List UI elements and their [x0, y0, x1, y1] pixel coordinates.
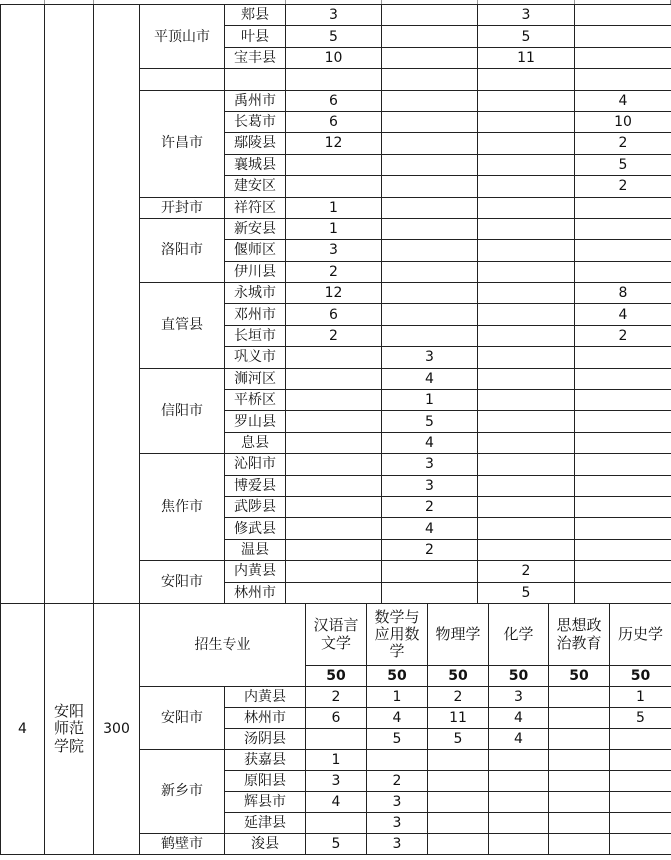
quota-cell	[286, 475, 382, 496]
quota-cell	[382, 304, 478, 325]
quota-cell	[478, 325, 575, 346]
major-quota: 50	[610, 666, 671, 687]
county-cell: 禹州市	[225, 90, 286, 111]
quota-cell: 10	[286, 47, 382, 68]
county-cell: 建安区	[225, 176, 286, 197]
city-cell: 洛阳市	[140, 218, 225, 282]
quota-cell: 1	[306, 750, 367, 771]
quota-cell: 3	[306, 771, 367, 792]
quota-cell	[575, 539, 671, 560]
quota-cell	[478, 475, 575, 496]
quota-cell	[489, 813, 549, 834]
quota-cell	[549, 708, 610, 729]
quota-cell	[286, 390, 382, 411]
county-cell: 博爱县	[225, 475, 286, 496]
quota-cell	[286, 154, 382, 175]
quota-cell: 12	[286, 133, 382, 154]
quota-cell	[382, 47, 478, 68]
quota-cell	[478, 539, 575, 560]
quota-cell: 6	[286, 111, 382, 132]
quota-cell	[286, 539, 382, 560]
quota-cell	[286, 69, 382, 90]
quota-cell: 1	[610, 687, 671, 708]
quota-cell: 5	[367, 729, 428, 750]
quota-cell	[549, 750, 610, 771]
quota-cell: 4	[382, 432, 478, 453]
quota-cell	[286, 368, 382, 389]
quota-cell	[367, 750, 428, 771]
quota-cell	[575, 261, 671, 282]
quota-cell: 2	[382, 539, 478, 560]
quota-cell	[478, 218, 575, 239]
quota-cell	[575, 561, 671, 582]
county-cell: 巩义市	[225, 347, 286, 368]
quota-cell	[575, 47, 671, 68]
quota-cell	[610, 750, 671, 771]
major-quota: 50	[549, 666, 610, 687]
quota-cell: 3	[286, 5, 382, 26]
quota-cell	[428, 813, 489, 834]
total-cell-continued	[94, 5, 140, 604]
quota-cell	[428, 792, 489, 813]
school-cell-continued	[45, 5, 94, 604]
quota-cell	[575, 69, 671, 90]
quota-cell	[286, 561, 382, 582]
quota-cell: 4	[575, 90, 671, 111]
quota-cell: 5	[428, 729, 489, 750]
quota-cell	[610, 834, 671, 855]
quota-cell: 3	[382, 347, 478, 368]
index-cell: 4	[1, 604, 45, 855]
quota-cell: 11	[428, 708, 489, 729]
quota-cell: 2	[382, 496, 478, 517]
quota-cell	[382, 261, 478, 282]
quota-cell	[575, 368, 671, 389]
county-cell: 温县	[225, 539, 286, 560]
quota-cell: 2	[575, 133, 671, 154]
quota-cell	[478, 518, 575, 539]
quota-cell	[610, 792, 671, 813]
quota-cell: 1	[286, 197, 382, 218]
quota-cell	[382, 133, 478, 154]
quota-cell	[286, 432, 382, 453]
quota-cell	[478, 496, 575, 517]
county-cell: 浚县	[225, 834, 306, 855]
quota-cell: 4	[367, 708, 428, 729]
county-cell: 汤阴县	[225, 729, 306, 750]
quota-cell: 5	[575, 154, 671, 175]
quota-cell	[575, 518, 671, 539]
quota-cell	[575, 390, 671, 411]
quota-cell: 2	[306, 687, 367, 708]
quota-cell: 5	[610, 708, 671, 729]
quota-cell	[382, 69, 478, 90]
quota-cell: 8	[575, 283, 671, 304]
quota-cell	[286, 454, 382, 475]
quota-cell: 2	[575, 325, 671, 346]
quota-cell	[478, 240, 575, 261]
county-cell: 延津县	[225, 813, 306, 834]
quota-cell	[610, 729, 671, 750]
quota-cell	[575, 496, 671, 517]
quota-cell	[478, 283, 575, 304]
quota-cell	[478, 176, 575, 197]
city-cell: 焦作市	[140, 454, 225, 561]
quota-cell	[575, 475, 671, 496]
quota-cell	[382, 325, 478, 346]
quota-cell	[575, 347, 671, 368]
major-quota: 50	[489, 666, 549, 687]
county-cell: 修武县	[225, 518, 286, 539]
quota-cell	[575, 240, 671, 261]
quota-cell: 3	[478, 5, 575, 26]
major-header: 数学与应用数学	[367, 604, 428, 666]
county-cell: 祥符区	[225, 197, 286, 218]
county-cell: 郏县	[225, 5, 286, 26]
quota-cell	[478, 368, 575, 389]
city-cell: 新乡市	[140, 750, 225, 834]
quota-cell	[286, 347, 382, 368]
county-cell: 息县	[225, 432, 286, 453]
quota-cell	[575, 26, 671, 47]
quota-cell	[286, 496, 382, 517]
quota-cell: 1	[382, 390, 478, 411]
major-header: 物理学	[428, 604, 489, 666]
quota-cell: 1	[286, 218, 382, 239]
quota-cell: 4	[306, 792, 367, 813]
county-cell: 偃师区	[225, 240, 286, 261]
quota-cell: 2	[286, 261, 382, 282]
admission-table-anyang-normal	[0, 603, 671, 855]
quota-cell: 10	[575, 111, 671, 132]
county-cell: 宝丰县	[225, 47, 286, 68]
county-cell: 永城市	[225, 283, 286, 304]
quota-cell	[428, 834, 489, 855]
quota-cell: 2	[286, 325, 382, 346]
quota-cell	[286, 411, 382, 432]
county-cell	[225, 69, 286, 90]
quota-cell	[382, 582, 478, 603]
quota-cell	[286, 582, 382, 603]
county-cell: 鄢陵县	[225, 133, 286, 154]
quota-cell	[382, 197, 478, 218]
county-cell: 获嘉县	[225, 750, 306, 771]
quota-cell: 12	[286, 283, 382, 304]
quota-cell	[382, 5, 478, 26]
quota-cell	[306, 813, 367, 834]
quota-cell	[306, 729, 367, 750]
table-row	[1, 5, 671, 26]
quota-cell	[382, 283, 478, 304]
county-cell: 长垣市	[225, 325, 286, 346]
quota-cell	[575, 454, 671, 475]
county-cell: 内黄县	[225, 561, 286, 582]
major-quota: 50	[428, 666, 489, 687]
quota-cell	[382, 90, 478, 111]
major-header: 化学	[489, 604, 549, 666]
quota-cell	[478, 154, 575, 175]
quota-cell	[575, 432, 671, 453]
quota-cell	[382, 218, 478, 239]
quota-cell	[382, 111, 478, 132]
quota-cell: 4	[575, 304, 671, 325]
quota-cell	[478, 261, 575, 282]
county-cell: 罗山县	[225, 411, 286, 432]
quota-cell: 1	[367, 687, 428, 708]
county-cell: 内黄县	[225, 687, 306, 708]
quota-cell: 11	[478, 47, 575, 68]
quota-cell: 2	[575, 176, 671, 197]
quota-cell	[549, 729, 610, 750]
quota-cell: 6	[286, 304, 382, 325]
quota-cell	[489, 834, 549, 855]
quota-cell: 3	[382, 454, 478, 475]
quota-cell: 5	[306, 834, 367, 855]
major-header: 思想政治教育	[549, 604, 610, 666]
header-row	[1, 604, 671, 666]
quota-cell: 3	[286, 240, 382, 261]
quota-cell	[610, 771, 671, 792]
city-cell: 安阳市	[140, 561, 225, 604]
quota-cell	[382, 26, 478, 47]
quota-cell: 3	[382, 475, 478, 496]
quota-cell: 4	[382, 518, 478, 539]
quota-cell	[549, 834, 610, 855]
quota-cell: 2	[367, 771, 428, 792]
quota-cell	[478, 390, 575, 411]
quota-cell	[286, 518, 382, 539]
admission-table-continued	[0, 4, 671, 604]
city-cell: 开封市	[140, 197, 225, 218]
county-cell: 叶县	[225, 26, 286, 47]
quota-cell	[489, 771, 549, 792]
quota-cell	[428, 750, 489, 771]
county-cell: 平桥区	[225, 390, 286, 411]
quota-cell: 5	[478, 26, 575, 47]
quota-cell	[382, 176, 478, 197]
county-cell: 辉县市	[225, 792, 306, 813]
quota-cell	[549, 813, 610, 834]
county-cell: 原阳县	[225, 771, 306, 792]
quota-cell	[549, 792, 610, 813]
quota-cell: 5	[286, 26, 382, 47]
quota-cell	[575, 218, 671, 239]
quota-cell	[478, 197, 575, 218]
school-name-cell: 安阳师范学院	[45, 604, 94, 855]
quota-cell	[489, 792, 549, 813]
quota-cell: 5	[382, 411, 478, 432]
index-cell-continued	[1, 5, 45, 604]
quota-cell	[575, 5, 671, 26]
major-header: 汉语言文学	[306, 604, 367, 666]
quota-cell	[478, 90, 575, 111]
county-cell: 林州市	[225, 582, 286, 603]
majors-label-cell: 招生专业	[140, 604, 306, 687]
county-cell: 邓州市	[225, 304, 286, 325]
quota-cell	[478, 347, 575, 368]
quota-cell	[428, 771, 489, 792]
quota-cell: 6	[286, 90, 382, 111]
quota-cell	[610, 813, 671, 834]
county-cell: 新安县	[225, 218, 286, 239]
quota-cell	[478, 304, 575, 325]
city-cell: 许昌市	[140, 90, 225, 197]
city-cell: 安阳市	[140, 687, 225, 750]
quota-cell	[478, 454, 575, 475]
county-cell: 伊川县	[225, 261, 286, 282]
quota-cell	[575, 582, 671, 603]
county-cell: 沁阳市	[225, 454, 286, 475]
quota-cell	[478, 133, 575, 154]
county-cell: 浉河区	[225, 368, 286, 389]
quota-cell	[478, 432, 575, 453]
quota-cell: 5	[478, 582, 575, 603]
county-cell: 武陟县	[225, 496, 286, 517]
city-cell: 直管县	[140, 283, 225, 369]
quota-cell	[382, 561, 478, 582]
county-cell: 林州市	[225, 708, 306, 729]
quota-cell: 4	[382, 368, 478, 389]
quota-cell: 3	[367, 813, 428, 834]
city-cell: 平顶山市	[140, 5, 225, 69]
quota-cell	[549, 687, 610, 708]
county-cell: 长葛市	[225, 111, 286, 132]
quota-cell	[575, 411, 671, 432]
city-cell: 鹤壁市	[140, 834, 225, 855]
total-quota-cell: 300	[94, 604, 140, 855]
quota-cell	[478, 411, 575, 432]
quota-cell: 3	[489, 687, 549, 708]
city-cell: 信阳市	[140, 368, 225, 454]
quota-cell	[549, 771, 610, 792]
quota-cell	[382, 240, 478, 261]
quota-cell: 4	[489, 729, 549, 750]
quota-cell	[478, 69, 575, 90]
quota-cell: 4	[489, 708, 549, 729]
quota-cell: 6	[306, 708, 367, 729]
major-header: 历史学	[610, 604, 671, 666]
major-quota: 50	[367, 666, 428, 687]
quota-cell	[382, 154, 478, 175]
quota-cell: 3	[367, 834, 428, 855]
quota-cell	[286, 176, 382, 197]
quota-cell: 3	[367, 792, 428, 813]
major-quota: 50	[306, 666, 367, 687]
quota-cell	[478, 111, 575, 132]
county-cell: 襄城县	[225, 154, 286, 175]
city-cell	[140, 69, 225, 90]
quota-cell	[575, 197, 671, 218]
quota-cell: 2	[478, 561, 575, 582]
quota-cell	[489, 750, 549, 771]
quota-cell: 2	[428, 687, 489, 708]
